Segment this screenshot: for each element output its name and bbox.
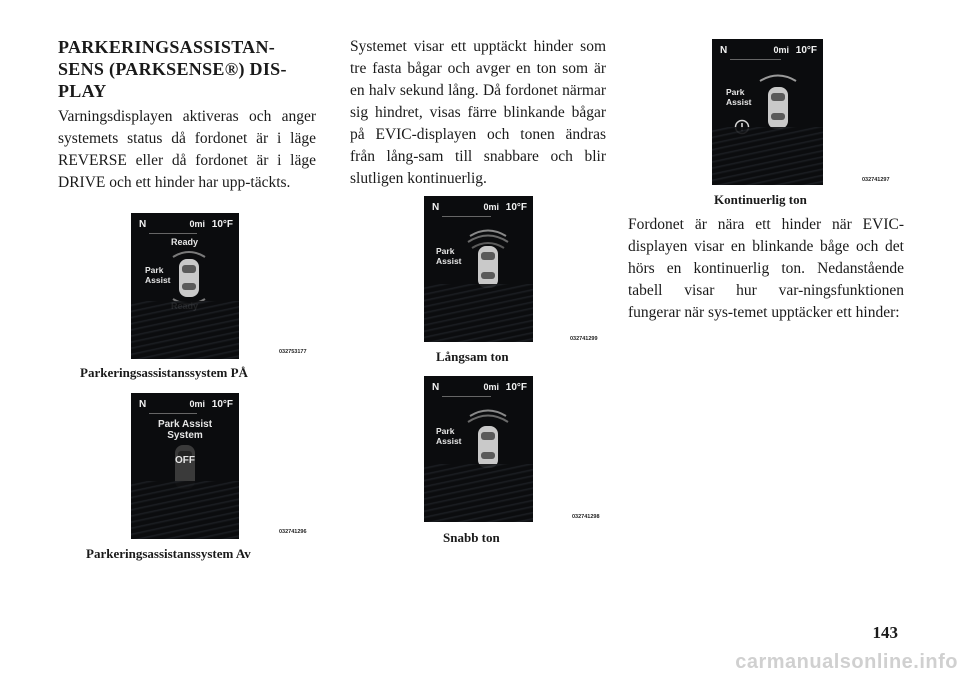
status-bar [430, 202, 527, 216]
road-texture [424, 464, 533, 522]
figure-continuous-tone [712, 39, 890, 185]
road-texture [131, 301, 239, 359]
gear-indicator: N [139, 399, 147, 410]
temperature-readout: 10°F [505, 382, 527, 393]
section-heading: PARKERINGSASSISTAN- SENS (PARKSENSE®) DIS- PLAY [58, 37, 287, 101]
caption-fast-tone: Snabb ton [443, 530, 500, 545]
park-assist-label: Park Assist [436, 426, 462, 446]
figure-system-off [131, 393, 307, 539]
divider [730, 59, 781, 60]
figure-fast-tone [424, 376, 600, 522]
figure-code: 032741298 [572, 514, 600, 520]
gear-indicator: N [139, 219, 147, 230]
page-number: 143 [872, 623, 898, 642]
odometer-readout: 0mi [483, 202, 499, 212]
park-assist-system-title: Park Assist System [157, 419, 213, 441]
paragraph-detection: Systemet visar ett upptäckt hinder som tre fasta bågar och avger en ton som är en halv sekund lång. Då fordonet närmar sig hindret, visas färre blinkande bågar på EVIC-displayen och tonen ändras från lång-sam till snabbare och blir slutligen kontinuerlig. [350, 38, 606, 187]
divider [442, 216, 491, 217]
figure-code: 032741297 [862, 177, 890, 183]
gear-indicator: N [432, 202, 440, 213]
odometer-readout: 0mi [773, 45, 789, 55]
watermark: carmanualsonline.info [735, 651, 958, 673]
park-assist-label: Park Assist [726, 87, 752, 107]
park-assist-label: Park Assist [145, 265, 171, 285]
temperature-readout: 10°F [211, 399, 233, 410]
park-assist-label: Park Assist [436, 246, 462, 266]
status-bar [430, 382, 527, 396]
paragraph-intro: Varningsdisplayen aktiveras och anger systemets status då fordonet är i läge REVERSE eller då fordonet är i läge DRIVE och ett hinder har upp-täckts. [58, 108, 316, 191]
caption-system-off: Parkeringsassistanssystem Av [86, 546, 251, 561]
figure-code: 032753177 [279, 349, 307, 355]
temperature-readout: 10°F [211, 219, 233, 230]
road-texture [131, 481, 239, 539]
evic-screen [131, 393, 239, 539]
evic-screen [424, 376, 533, 522]
evic-screen [424, 196, 533, 342]
evic-screen [131, 213, 239, 359]
temperature-readout: 10°F [795, 45, 817, 56]
divider [149, 233, 197, 234]
figure-code: 032741299 [570, 336, 598, 342]
odometer-readout: 0mi [189, 219, 205, 229]
odometer-readout: 0mi [483, 382, 499, 392]
caption-slow-tone: Långsam ton [436, 349, 509, 364]
caption-system-on: Parkeringsassistanssystem PÅ [80, 365, 248, 380]
figure-code: 032741296 [279, 529, 307, 535]
gear-indicator: N [720, 45, 728, 56]
gear-indicator: N [432, 382, 440, 393]
figure-slow-tone [424, 196, 598, 342]
divider [442, 396, 491, 397]
off-status-label: OFF [175, 455, 195, 466]
evic-screen [712, 39, 823, 185]
odometer-readout: 0mi [189, 399, 205, 409]
road-texture [424, 284, 533, 342]
paragraph-close-obstacle: Fordonet är nära ett hinder när EVIC-displayen visar en blinkande båge och det hörs en kontinuerlig ton. Nedanstående tabell visar hur var-ningsfunktionen fungerar när sys-temet upptäcker ett hinder: [628, 216, 904, 321]
figure-system-on [131, 213, 307, 359]
road-texture [712, 127, 823, 185]
caption-continuous-tone: Kontinuerlig ton [714, 192, 807, 207]
car-top-view-icon [169, 249, 209, 307]
divider [149, 413, 197, 414]
ready-top-label: Ready [171, 237, 199, 247]
status-bar [137, 399, 233, 413]
status-bar [137, 219, 233, 233]
status-bar [718, 45, 817, 59]
temperature-readout: 10°F [505, 202, 527, 213]
